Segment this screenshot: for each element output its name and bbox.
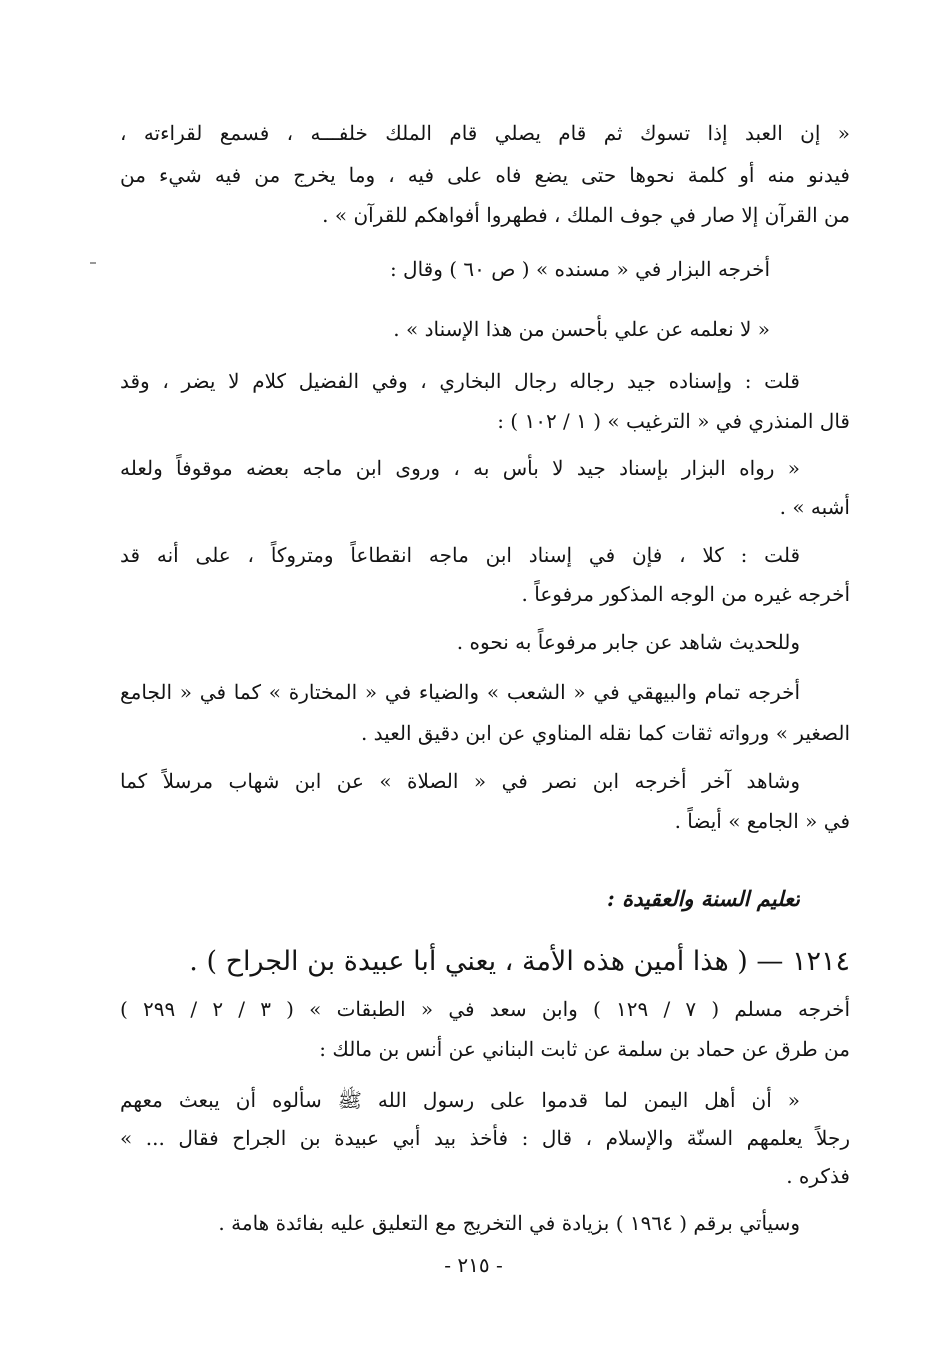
text-line: أخرجه البزار في « مسنده » ( ص ٦٠ ) وقال :	[389, 257, 770, 281]
text-line: الصغير » ورواته ثقات كما نقله المناوي عن ابن دقيق العيد .	[360, 721, 850, 745]
text-line: أشبه » .	[779, 495, 850, 519]
text-line: وللحديث شاهد عن جابر مرفوعاً به نحوه .	[456, 630, 800, 654]
text-line: فذكره .	[786, 1164, 850, 1188]
text-line: « لا نعلمه عن علي بأحسن من هذا الإسناد » .	[393, 317, 770, 341]
text-line: « رواه البزار بإسناد جيد لا بأس به ، وروى ابن ماجه بعضه موقوفاً ولعله	[120, 456, 800, 480]
text-line: قلت : وإسناده جيد رجاله رجال البخاري ، وفي الفضيل كلام لا يضر ، وقد	[120, 369, 800, 393]
page-number: - ٢١٥ -	[444, 1253, 503, 1277]
section-heading: تعليم السنة والعقيدة :	[607, 886, 800, 911]
text-line: « أن أهل اليمن لما قدموا على رسول الله ﷺ سألوه أن يبعث معهم	[120, 1088, 800, 1112]
text-line: من طرق عن حماد بن سلمة عن ثابت البناني عن أنس بن مالك :	[319, 1037, 850, 1061]
text-line: في « الجامع » أيضاً .	[674, 809, 850, 833]
text-line: فيدنو منه أو كلمة نحوها حتى يضع فاه على فيه ، وما يخرج من فيه شيء من	[120, 163, 850, 187]
text-line: وشاهد آخر أخرجه ابن نصر في « الصلاة » عن ابن شهاب مرسلاً كما	[120, 769, 800, 793]
text-line: وسيأتي برقم ( ١٩٦٤ ) بزيادة في التخريج مع التعليق عليه بفائدة هامة .	[218, 1211, 800, 1235]
text-line: من القرآن إلا صار في جوف الملك ، فطهروا أفواهكم للقرآن » .	[322, 203, 850, 227]
text-line: « إن العبد إذا تسوك ثم قام يصلي قام الملك خلفـــه ، فسمع لقراءته ،	[120, 121, 850, 145]
text-line: أخرجه مسلم ( ٧ / ١٢٩ ) وابن سعد في « الطبقات » ( ٣ / ٢ / ٢٩٩ )	[120, 997, 850, 1021]
hadith-title: ١٢١٤ — ( هذا أمين هذه الأمة ، يعني أبا عبيدة بن الجراح ) .	[189, 946, 850, 977]
text-line: قلت : كلا ، فإن في إسناد ابن ماجه انقطاعاً ومتروكاً ، على أنه قد	[120, 543, 800, 567]
text-line: قال المنذري في « الترغيب » ( ١ / ١٠٢ ) :	[497, 409, 850, 433]
text-line: رجلاً يعلمهم السنّة والإسلام ، قال : فأخذ بيد أبي عبيدة بن الجراح فقال ... »	[120, 1126, 850, 1150]
text-line: أخرجه تمام والبيهقي في « الشعب » والضياء في « المختارة » كما في « الجامع	[120, 680, 800, 704]
text-line: أخرجه غيره من الوجه المذكور مرفوعاً .	[521, 582, 850, 606]
